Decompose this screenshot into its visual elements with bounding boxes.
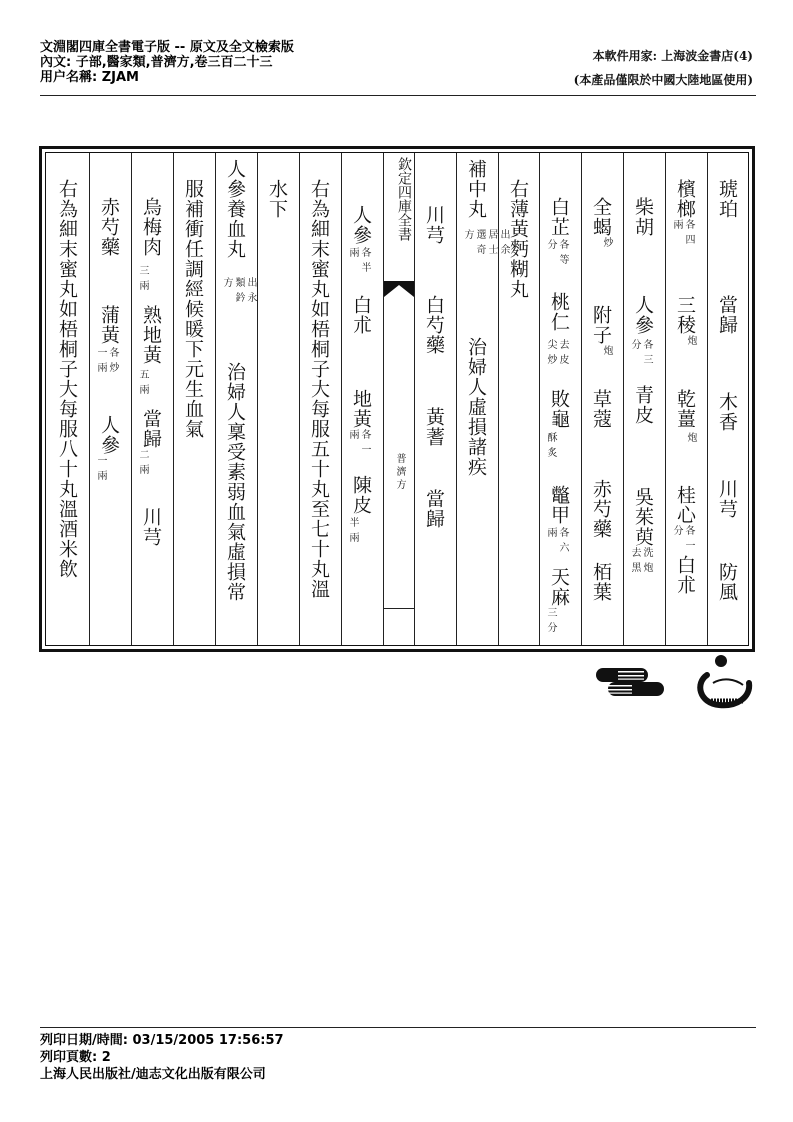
main-text-run: 草蔻 — [590, 389, 612, 429]
text-column — [215, 153, 257, 645]
main-text-run: 黃蓍 — [423, 407, 445, 447]
main-text-run: 當歸 — [140, 409, 162, 449]
main-text-run: 治婦人虛損諸疾 — [465, 337, 487, 477]
main-text-run: 人參 — [350, 205, 372, 245]
main-text-run: 當歸 — [423, 489, 445, 529]
annotation-note: 二兩 — [137, 449, 148, 479]
user-name: ZJAM — [101, 70, 139, 85]
main-text-run: 白芷 — [548, 197, 570, 237]
main-text-run: 右為細末蜜丸如梧桐子大每服五十丸至七十丸溫 — [308, 179, 330, 599]
annotation-note: 炮 — [601, 345, 612, 360]
fishtail-mark-icon — [384, 281, 414, 303]
publisher: 上海人民出版社/迪志文化出版有限公司 — [40, 1067, 266, 1082]
text-column — [498, 153, 539, 645]
main-text-run: 天麻 — [548, 567, 570, 607]
annotation-note: 各一分 — [671, 525, 694, 555]
print-datetime: 03/15/2005 17:56:57 — [132, 1033, 284, 1048]
text-column — [341, 153, 383, 645]
annotation-note: 炮 — [685, 335, 696, 350]
main-text-run: 鼈甲 — [548, 485, 570, 525]
books-stack-logo — [596, 660, 666, 708]
annotation-note: 洗炮去黑 — [629, 547, 652, 577]
main-text-run: 赤芍藥 — [590, 479, 612, 539]
annotation-note: 去皮尖炒 — [545, 339, 568, 369]
text-columns — [46, 153, 748, 645]
main-text-run: 右為細末蜜丸如梧桐子大每服八十丸溫酒米飲 — [56, 179, 78, 579]
main-text-run: 白朮 — [674, 555, 696, 595]
text-column — [581, 153, 623, 645]
text-column — [89, 153, 131, 645]
main-text-run: 全蝎 — [590, 197, 612, 237]
text-column — [456, 153, 509, 645]
print-datetime-line — [40, 1032, 284, 1049]
main-text-run: 防風 — [716, 562, 738, 602]
app-title: 文淵閣四庫全書電子版 -- 原文及全文檢索版 — [40, 40, 294, 55]
main-text-run: 桃仁 — [548, 292, 570, 332]
footer — [40, 1032, 284, 1083]
text-column — [257, 153, 299, 645]
main-text-run: 蒲黃 — [98, 305, 120, 345]
annotation-note: 各炒一兩 — [95, 347, 118, 377]
main-text-run: 右薄黃麪糊丸 — [507, 179, 529, 299]
main-text-run: 水下 — [266, 179, 288, 219]
main-text-run: 琥珀 — [716, 179, 738, 219]
annotation-note: 三兩 — [137, 265, 148, 295]
main-text-run: 治婦人稟受素弱血氣虛損常 — [224, 362, 246, 602]
annotation-note: 各三分 — [629, 339, 652, 369]
annotation-note: 炒 — [601, 237, 612, 252]
page-frame — [39, 146, 755, 652]
footer-divider — [40, 1027, 756, 1028]
banxin-column — [383, 153, 414, 645]
main-text-run: 三稜 — [674, 295, 696, 335]
text-column — [414, 153, 456, 645]
header-divider — [40, 95, 756, 96]
annotation-note: 酥炙 — [545, 432, 556, 462]
main-text-run: 敗龜 — [548, 389, 570, 429]
main-text-run: 川芎 — [716, 479, 738, 519]
text-column — [665, 153, 707, 645]
page-frame-inner — [45, 152, 749, 646]
main-text-run: 白朮 — [350, 295, 372, 335]
user-line — [40, 70, 294, 85]
annotation-note: 各半兩 — [347, 247, 370, 277]
main-text-run: 吳茱萸 — [632, 487, 654, 547]
region-notice: (本產品僅限於中國大陸地區使用) — [573, 73, 753, 87]
main-text-run: 栢葉 — [590, 562, 612, 602]
main-text-run: 附子 — [590, 305, 612, 345]
main-text-run: 烏梅肉 — [140, 197, 162, 257]
main-text-run: 服補衝任調經候暖下元生血氣 — [182, 179, 204, 439]
annotation-note: 炮 — [685, 432, 696, 447]
annotation-note: 半兩 — [347, 517, 358, 547]
annotation-note: 三分 — [545, 607, 556, 637]
main-text-run: 檳榔 — [674, 179, 696, 219]
text-column — [48, 153, 89, 645]
print-datetime-label: 列印日期/時間: — [40, 1033, 128, 1048]
main-text-run: 人參 — [632, 295, 654, 335]
header-right — [574, 44, 753, 92]
header-left — [40, 40, 294, 85]
text-column — [299, 153, 341, 645]
content-path: 內文: 子部,醫家類,普濟方,卷三百二十三 — [40, 55, 273, 70]
main-text-run: 青皮 — [632, 385, 654, 425]
annotation-note: 出余居士選奇方 — [462, 229, 509, 259]
main-text-run: 陳皮 — [350, 475, 372, 515]
licensee: 本軟件用家: 上海波金書店(4) — [592, 49, 753, 63]
print-pages: 2 — [101, 1050, 111, 1065]
user-label: 用户名稱: — [40, 70, 98, 85]
text-column — [707, 153, 748, 645]
banxin-collection-title: 欽定四庫全書 — [396, 157, 412, 241]
print-pages-label: 列印頁數: — [40, 1050, 98, 1065]
text-column — [623, 153, 665, 645]
main-text-run: 川芎 — [140, 507, 162, 547]
main-text-run: 熟地黃 — [140, 305, 162, 365]
main-text-run: 木香 — [716, 392, 738, 432]
main-text-run: 柴胡 — [632, 197, 654, 237]
main-text-run: 地黃 — [350, 389, 372, 429]
main-text-run: 桂心 — [674, 485, 696, 525]
main-text-run: 白芍藥 — [423, 295, 445, 355]
banxin-divider — [384, 608, 414, 609]
main-text-run: 人參養血丸 — [224, 159, 246, 259]
main-text-run: 補中丸 — [465, 159, 487, 219]
brush-swirl-logo — [693, 653, 757, 717]
print-pages-line — [40, 1049, 284, 1066]
main-text-run: 人參 — [98, 415, 120, 455]
main-text-run: 當歸 — [716, 295, 738, 335]
text-column — [539, 153, 581, 645]
annotation-note: 各一兩 — [347, 429, 370, 459]
annotation-note: 各四兩 — [671, 219, 694, 249]
annotation-note: 五兩 — [137, 369, 148, 399]
banxin-book-title: 普濟方 — [394, 453, 405, 492]
annotation-note: 各六兩 — [545, 527, 568, 557]
annotation-note: 一兩 — [95, 455, 106, 485]
annotation-note: 出永類鈐方 — [221, 277, 256, 307]
main-text-run: 赤芍藥 — [98, 197, 120, 257]
annotation-note: 各等分 — [545, 239, 568, 269]
text-column — [173, 153, 215, 645]
text-column — [131, 153, 173, 645]
main-text-run: 乾薑 — [674, 389, 696, 429]
main-text-run: 川芎 — [423, 205, 445, 245]
